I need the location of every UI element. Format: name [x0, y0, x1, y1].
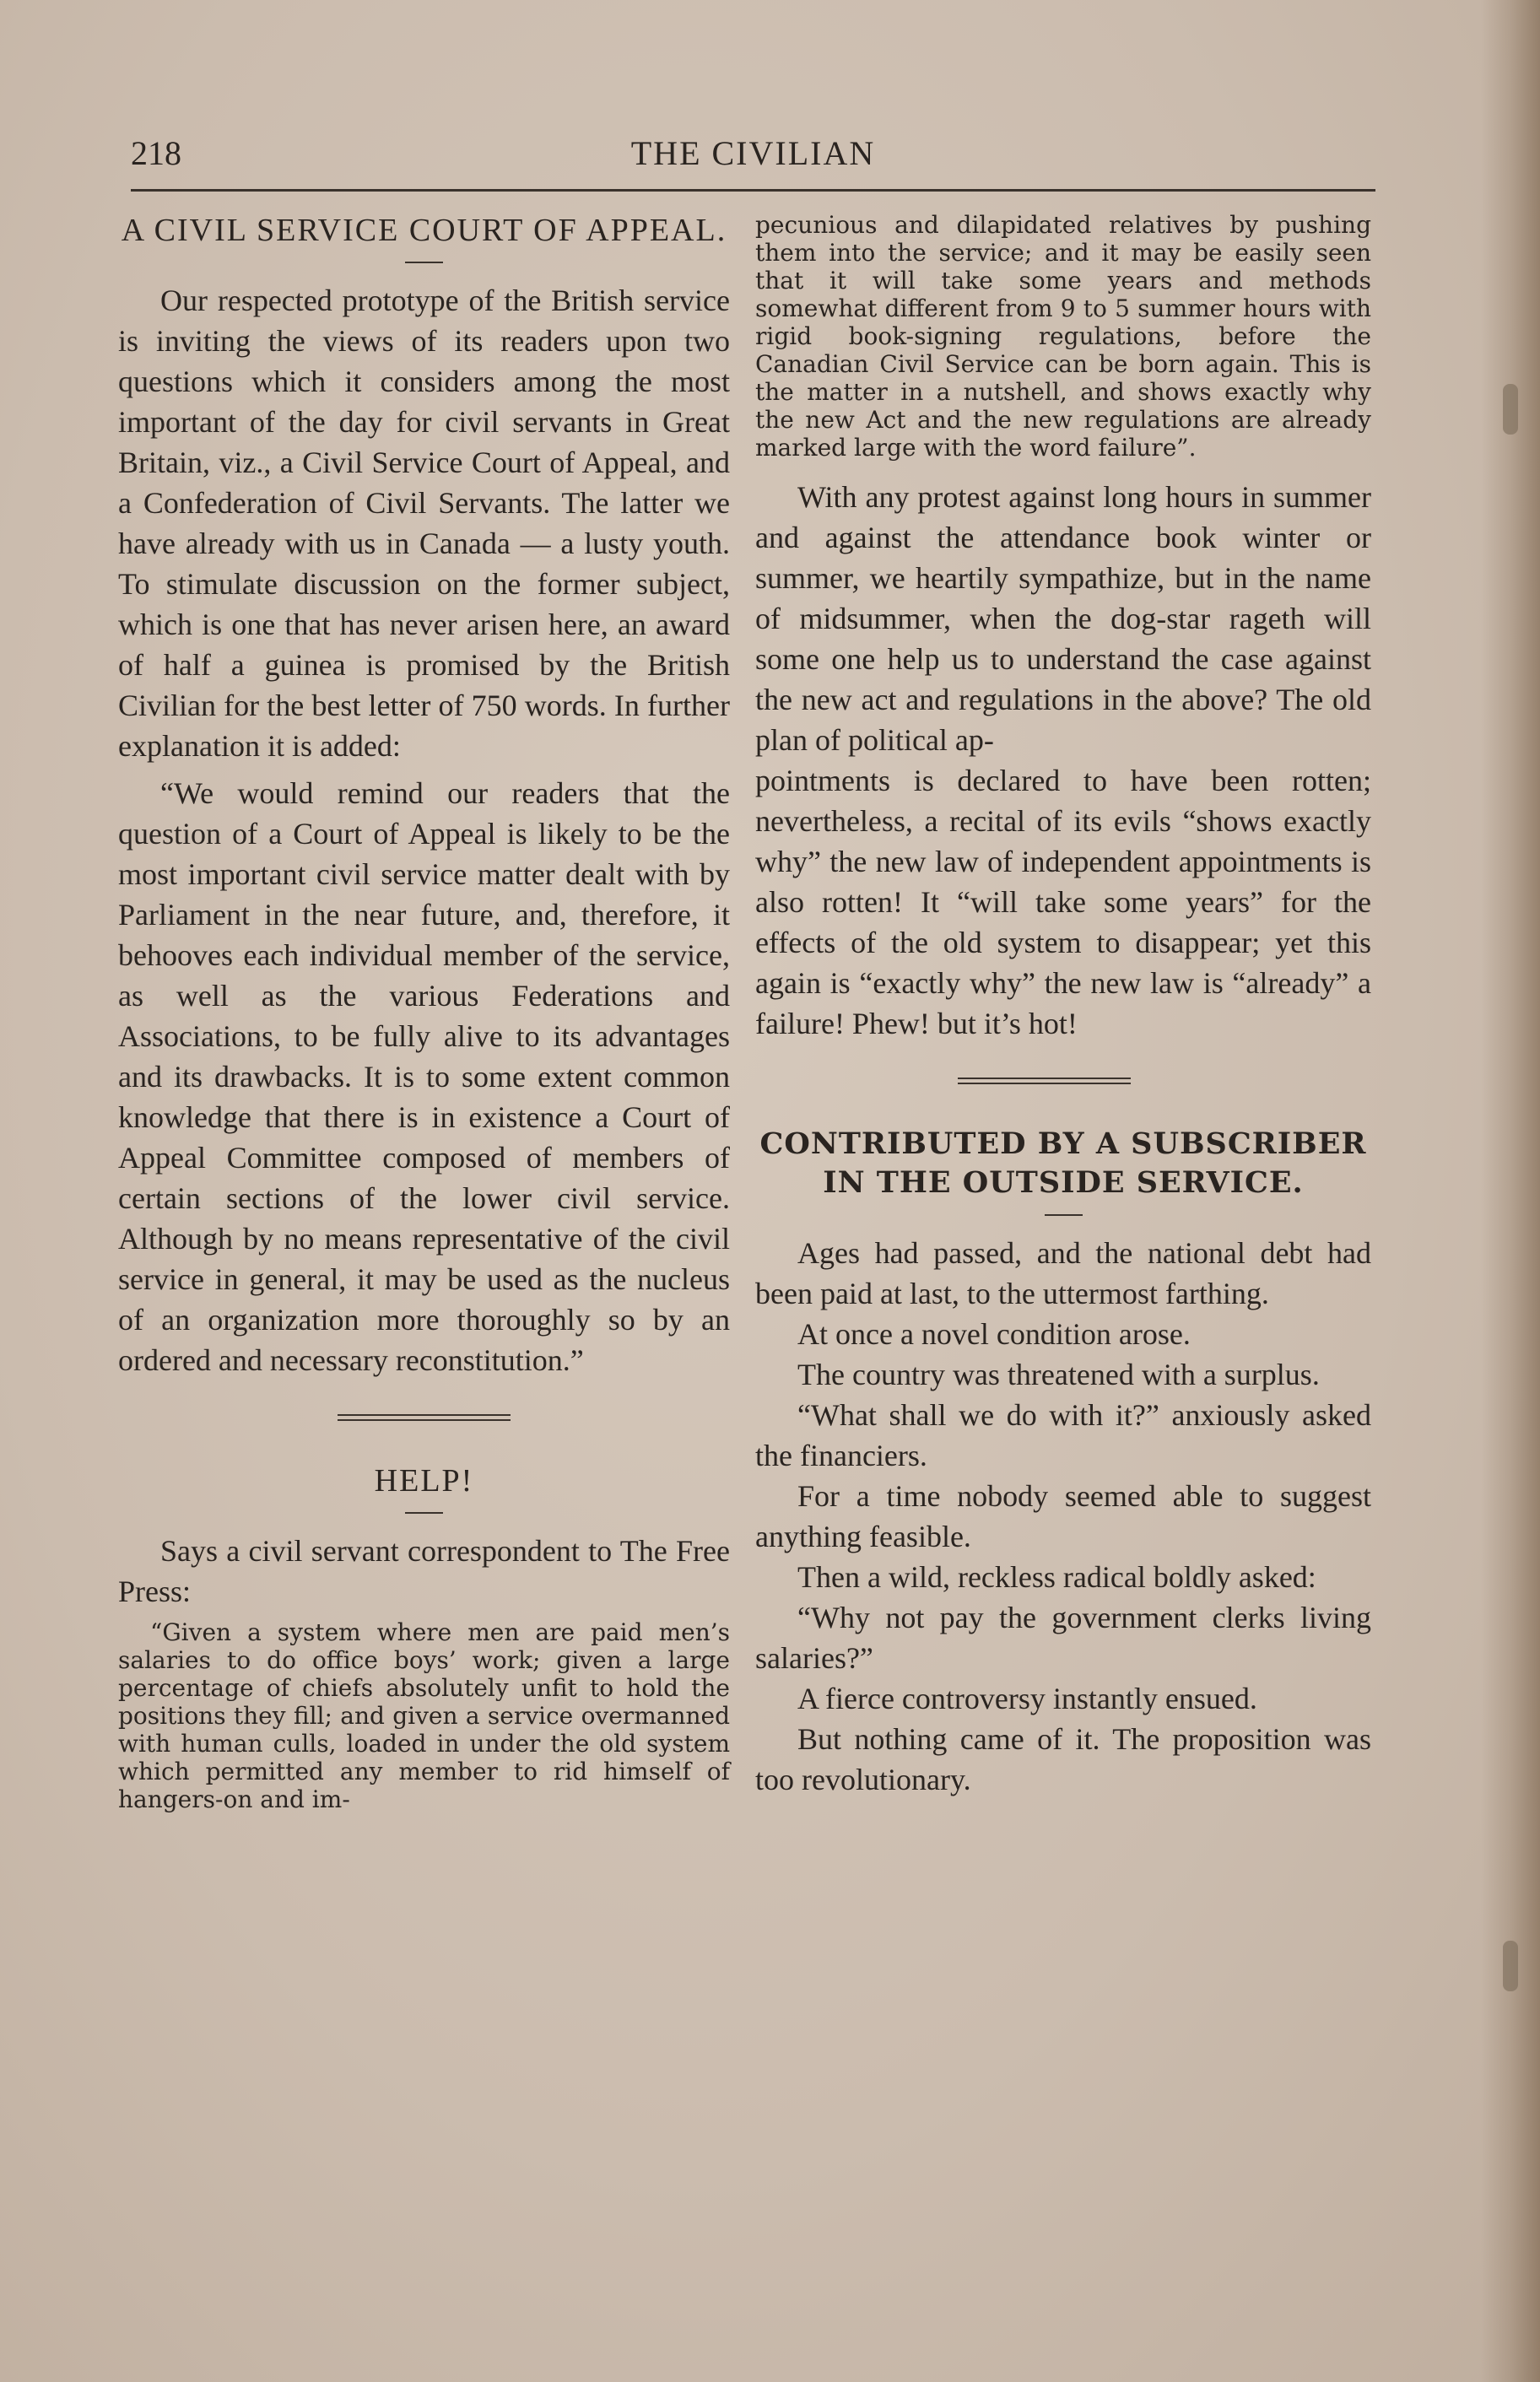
article-paragraph: “We would remind our readers that the question of a Court of Appeal is likely to be the most important civil service matter dealt with by Parliament in the near future, and, therefore, it behooves each individual member of the service, as well as the various Federations and Associations, to be fully alive to its advantages and its drawbacks. It is to some extent common knowledge that there is in existence a Court of Appeal Committee composed of members of certain sections of the lower civil service. Although by no means representative of the civil service in general, it may be used as the nucleus of an organization more thoroughly so by an ordered and necessary reconstitution.” — [118, 776, 730, 1377]
article-paragraph: Says a civil servant correspondent to The Free Press: — [118, 1534, 730, 1608]
binding-clip — [1503, 384, 1518, 435]
article-paragraph: With any protest against long hours in summer and against the attendance book winter or summer, we heartily sympathize, but in the name of midsummer, when the dog-star rageth will some one help us to understand the case against the new act and regulations in the above? The old plan of political ap- — [755, 480, 1371, 757]
section-divider — [958, 1078, 1131, 1084]
article-title: A CIVIL SERVICE COURT OF APPEAL. — [121, 213, 727, 248]
binding-shadow — [1481, 0, 1540, 2382]
quoted-paragraph: “Given a system where men are paid men’s salaries to do office boys’ work; given a large percentage of chiefs absolutely unfit to hold the positions they fill; and given a service overmanned with human culls, loaded in under the old system which permitted any member to rid himself of hangers-on and im- — [118, 1618, 730, 1813]
title-dash — [405, 1512, 443, 1514]
story-paragraph: “Why not pay the government clerks living salaries?” — [755, 1601, 1371, 1675]
story-paragraph: The country was threatened with a surplus. — [797, 1358, 1320, 1391]
story-paragraph: For a time nobody seemed able to suggest anything feasible. — [755, 1479, 1371, 1553]
section-divider — [338, 1414, 511, 1421]
article-title: CONTRIBUTED BY A SUBSCRIBER IN THE OUTSIDE SERVICE. — [759, 1126, 1367, 1200]
story-paragraph: Ages had passed, and the national debt had been paid at last, to the uttermost farthing. — [755, 1236, 1371, 1310]
title-dash — [405, 262, 443, 263]
story-paragraph: Then a wild, reckless radical boldly asked: — [797, 1560, 1316, 1594]
page-number: 218 — [131, 134, 181, 172]
article-title: HELP! — [374, 1463, 474, 1499]
title-dash — [1045, 1214, 1083, 1216]
running-title: THE CIVILIAN — [630, 134, 876, 172]
story-paragraph: A fierce controversy instantly ensued. — [797, 1682, 1257, 1715]
story-paragraph: At once a novel condition arose. — [797, 1317, 1191, 1351]
left-column — [118, 211, 730, 1813]
right-column — [755, 211, 1371, 1800]
header-rule — [131, 189, 1375, 192]
story-paragraph: “What shall we do with it?” anxiously asked the financiers. — [755, 1398, 1371, 1472]
quoted-paragraph: pecunious and dilapidated relatives by pushing them into the service; and it may be easily seen that it will take some years and methods somewhat different from 9 to 5 summer hours with rigid book-signing regulations, before the Canadian Civil Service can be born again. This is the matter in a nutshell, and shows exactly why the new Act and the new regulations are already marked large with the word failure”. — [755, 211, 1371, 462]
article-paragraph: pointments is declared to have been rotten; nevertheless, a recital of its evils “shows exactly why” the new law of independent appointments is also rotten! It “will take some years” for the effects of the old system to disappear; yet this again is “exactly why” the new law is “already” a failure! Phew! but it’s hot! — [755, 764, 1371, 1040]
binding-clip — [1503, 1941, 1518, 1991]
article-paragraph: Our respected prototype of the British service is inviting the views of its readers upon two questions which it considers among the most important of the day for civil servants in Great Britain, viz., a Civil Service Court of Appeal, and a Confederation of Civil Servants. The latter we have already with us in Canada — a lusty youth. To stimulate discussion on the former subject, which is one that has never arisen here, an award of half a guinea is promised by the British Civilian for the best letter of 750 words. In further explanation it is added: — [118, 284, 730, 763]
story-paragraph: But nothing came of it. The proposition was too revolutionary. — [755, 1722, 1371, 1796]
page-header — [131, 133, 1375, 176]
